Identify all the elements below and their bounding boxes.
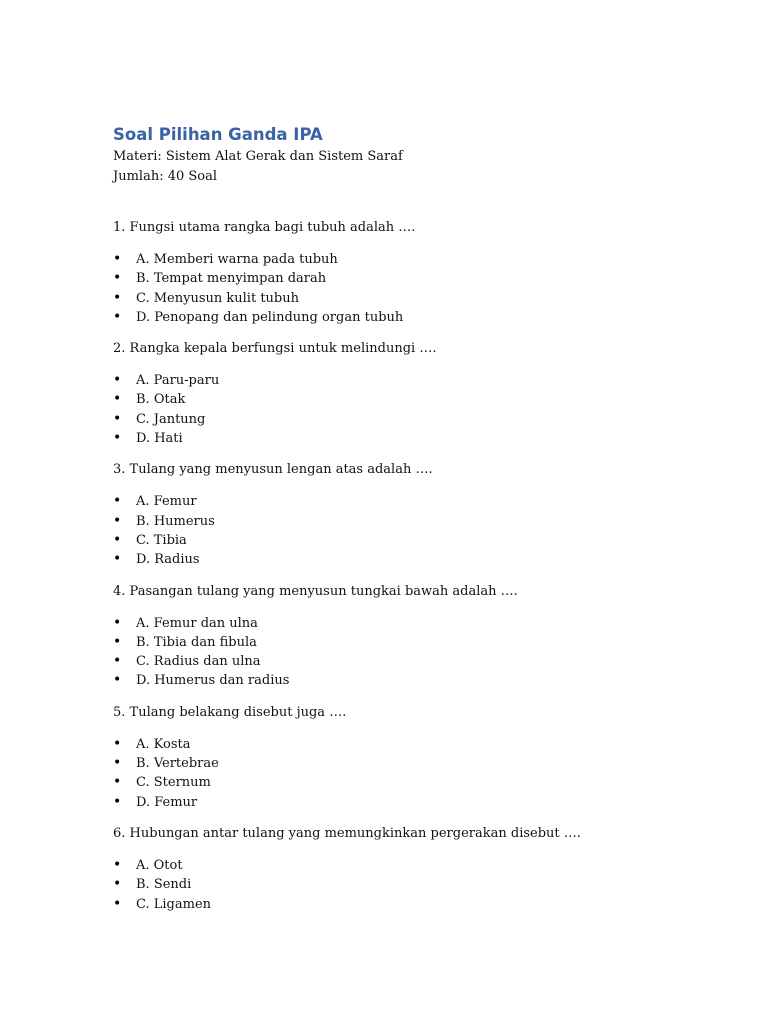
option-list	[113, 614, 728, 691]
bullet-icon: •	[113, 895, 122, 912]
question-item	[113, 824, 728, 914]
option-text: B. Humerus	[136, 513, 215, 529]
option-text: B. Otak	[136, 392, 186, 408]
option-text: D. Penopang dan pelindung organ tubuh	[136, 309, 404, 325]
bullet-icon: •	[113, 372, 122, 389]
option-text: C. Tibia	[136, 532, 187, 548]
option-item	[113, 614, 728, 633]
option-item	[113, 875, 728, 894]
option-item	[113, 856, 728, 875]
option-item	[113, 410, 728, 429]
option-item	[113, 550, 728, 569]
option-text: A. Femur	[136, 494, 197, 510]
option-item	[113, 429, 728, 448]
document-meta	[113, 147, 728, 187]
option-item	[113, 531, 728, 550]
option-text: D. Hati	[136, 431, 183, 447]
option-text: C. Ligamen	[136, 896, 212, 912]
option-item	[113, 754, 728, 773]
question-text: 5. Tulang belakang disebut juga ….	[113, 704, 347, 720]
question-text: 6. Hubungan antar tulang yang memungkinkan pergerakan disebut ….	[113, 825, 581, 841]
option-text: C. Radius dan ulna	[136, 654, 261, 670]
question-item	[113, 703, 728, 812]
option-text: B. Tibia dan fibula	[136, 634, 257, 650]
question-item	[113, 582, 728, 691]
option-item	[113, 735, 728, 754]
question-text: 1. Fungsi utama rangka bagi tubuh adalah ….	[113, 220, 416, 235]
option-item	[113, 633, 728, 652]
option-text: A. Femur dan ulna	[136, 615, 258, 631]
bullet-icon: •	[113, 653, 122, 670]
question-item	[113, 460, 728, 569]
option-text: B. Tempat menyimpan darah	[136, 271, 327, 287]
option-item	[113, 492, 728, 511]
bullet-icon: •	[113, 410, 122, 427]
bullet-icon: •	[113, 531, 122, 548]
option-item	[113, 512, 728, 531]
bullet-icon: •	[113, 793, 122, 810]
option-text: D. Radius	[136, 552, 200, 568]
bullet-icon: •	[113, 876, 122, 893]
bullet-icon: •	[113, 856, 122, 873]
option-item	[113, 289, 728, 308]
bullet-icon: •	[113, 308, 122, 325]
option-list	[113, 735, 728, 812]
question-list	[113, 218, 728, 914]
bullet-icon: •	[113, 512, 122, 529]
option-text: B. Vertebrae	[136, 756, 219, 772]
option-text: D. Femur	[136, 794, 198, 810]
option-item	[113, 895, 728, 914]
bullet-icon: •	[113, 614, 122, 631]
bullet-icon: •	[113, 672, 122, 689]
option-list	[113, 492, 728, 569]
option-item	[113, 671, 728, 690]
option-list	[113, 856, 728, 914]
option-item	[113, 308, 728, 327]
document-title: Soal Pilihan Ganda IPA	[113, 125, 323, 144]
bullet-icon: •	[113, 551, 122, 568]
option-item	[113, 773, 728, 792]
option-text: C. Sternum	[136, 775, 211, 791]
bullet-icon: •	[113, 735, 122, 752]
bullet-icon: •	[113, 391, 122, 408]
question-item	[113, 339, 728, 448]
question-text: 2. Rangka kepala berfungsi untuk melindungi ….	[113, 341, 437, 357]
option-text: A. Paru-paru	[136, 373, 220, 389]
question-text: 4. Pasangan tulang yang menyusun tungkai bawah adalah ….	[113, 583, 518, 599]
question-item	[113, 218, 728, 327]
question-text: 3. Tulang yang menyusun lengan atas adalah ….	[113, 462, 433, 478]
bullet-icon: •	[113, 251, 122, 267]
option-text: A. Otot	[136, 857, 183, 873]
option-text: D. Humerus dan radius	[136, 673, 290, 689]
bullet-icon: •	[113, 430, 122, 447]
option-list	[113, 371, 728, 448]
bullet-icon: •	[113, 270, 122, 287]
option-text: A. Kosta	[136, 736, 191, 752]
option-text: C. Menyusun kulit tubuh	[136, 290, 299, 306]
materi-line: Materi: Sistem Alat Gerak dan Sistem Saraf	[113, 149, 403, 164]
option-item	[113, 269, 728, 288]
bullet-icon: •	[113, 774, 122, 791]
bullet-icon: •	[113, 755, 122, 772]
option-text: C. Jantung	[136, 411, 206, 427]
option-text: A. Memberi warna pada tubuh	[136, 252, 338, 267]
option-item	[113, 371, 728, 390]
bullet-icon: •	[113, 633, 122, 650]
option-list	[113, 250, 728, 327]
option-item	[113, 652, 728, 671]
option-item	[113, 390, 728, 409]
jumlah-line: Jumlah: 40 Soal	[113, 169, 218, 184]
bullet-icon: •	[113, 493, 122, 510]
option-text: B. Sendi	[136, 877, 192, 893]
option-item	[113, 793, 728, 812]
option-item	[113, 250, 728, 269]
bullet-icon: •	[113, 289, 122, 306]
